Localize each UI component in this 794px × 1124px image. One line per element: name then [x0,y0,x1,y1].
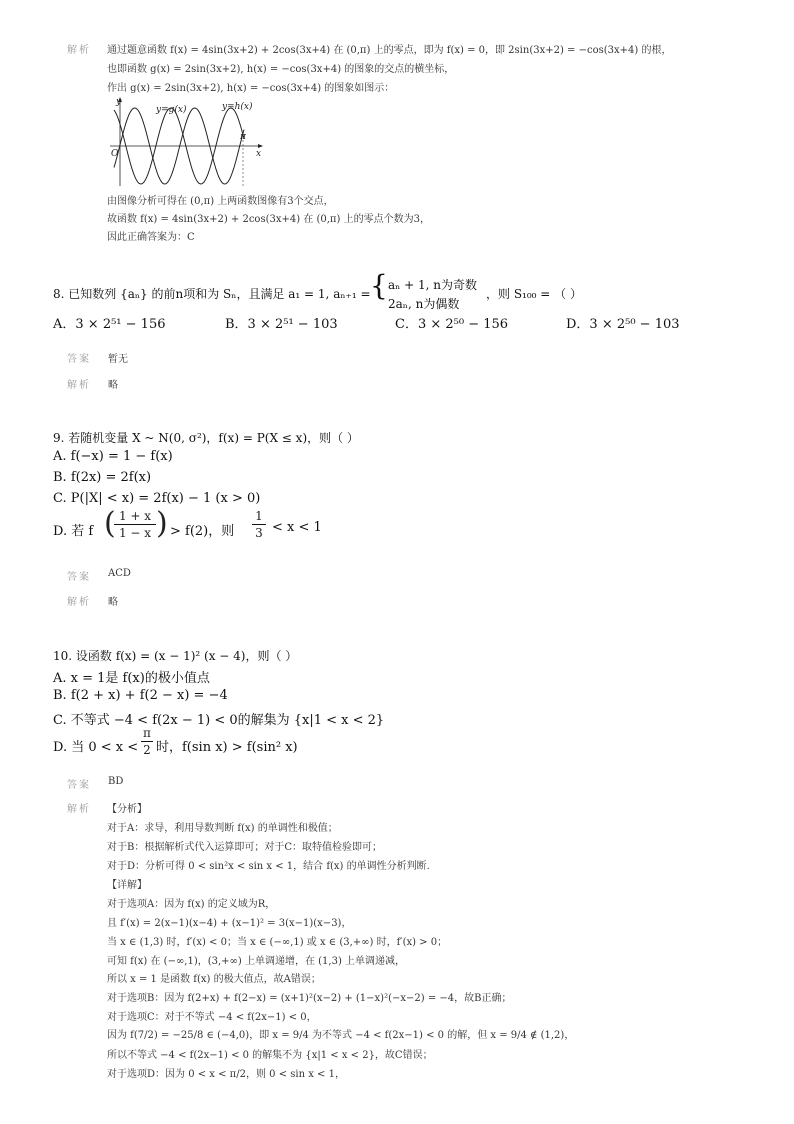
q10-option-c: C. 不等式 −4 < f(2x − 1) < 0的解集为 {x|1 < x < 2} [53,713,385,728]
pi-label: π [240,132,246,142]
analysis-label: 解析 [67,804,91,815]
fraction-numerator: π [141,726,153,742]
y-axis-label: y [116,97,122,107]
g-curve-label: y=g(x) [156,105,187,115]
q10-option-d-end: 时，f(sin x) > f(sin² x) [156,740,298,755]
origin-label: O [111,149,119,159]
analysis-line: 作出 g(x) = 2sin(3x+2), h(x) = −cos(3x+4) 的图象如图示： [107,83,395,94]
q8-stem-suffix: ，则 S₁₀₀ = （ ） [486,287,582,301]
analysis-line: 【分析】 [107,804,147,815]
fraction-numerator: 1 [252,509,266,525]
fraction-numerator: 1 + x [114,509,156,525]
analysis-line: 通过题意函数 f(x) = 4sin(3x+2) + 2cos(3x+4) 在 (0,π) 上的零点，即为 f(x) = 0，即 2sin(3x+2) = −cos(3x+4) 的根， [107,45,672,56]
q10-option-b: B. f(2 + x) + f(2 − x) = −4 [53,688,228,703]
analysis-label: 解析 [67,597,91,608]
analysis-line: 对于选项B：因为 f(2+x) + f(2−x) = (x+1)²(x−2) + (1−x)²(−x−2) = −4，故B正确； [107,993,512,1004]
q9-stem: 9. 若随机变量 X ~ N(0, σ²)，f(x) = P(X ≤ x)，则（ ） [53,431,359,445]
paren-left: ( [104,506,116,541]
answer-label: 答案 [67,572,91,583]
analysis-line: 对于选项C：对于不等式 −4 < f(2x−1) < 0， [107,1012,317,1023]
q10-answer: BD [108,776,124,787]
q9-option-d-mid: > f(2)，则 [170,524,235,539]
q9-option-c: C. P(|X| < x) = 2f(x) − 1 (x > 0) [53,491,261,506]
q8-case-1: aₙ + 1, n为奇数 [388,278,478,292]
analysis-line: 对于D：分析可得 0 < sin²x < sin x < 1，结合 f(x) 的单调性分析判断. [107,861,430,872]
q8-analysis: 略 [108,380,118,391]
analysis-line: 【详解】 [107,880,147,891]
conclusion-line: 因此正确答案为：C [107,232,195,243]
analysis-line: 因为 f(7/2) = −25/8 ∈ (−4,0)，即 x = 9/4 为不等式 −4 < f(2x−1) < 0 的解，但 x = 9/4 ∉ (1,2)， [107,1030,575,1041]
analysis-line: 且 f′(x) = 2(x−1)(x−4) + (x−1)² = 3(x−1)(x−3)， [107,918,352,929]
q8-stem-prefix: 8. 已知数列 {aₙ} 的前n项和为 Sₙ，且满足 a₁ = 1, aₙ₊₁ = [53,287,371,301]
x-axis-arrow-icon [258,144,263,148]
q9-fraction-2 [252,509,266,540]
q9-fraction [114,509,156,540]
q8-option-d: D．3 × 2⁵⁰ − 103 [566,317,680,332]
paren-right: ) [156,506,168,541]
analysis-line: 对于B：根据解析式代入运算即可；对于C：取特值检验即可； [107,842,382,853]
q8-option-b: B．3 × 2⁵¹ − 103 [225,317,338,332]
analysis-label: 解析 [67,45,91,56]
function-graph [106,96,266,188]
answer-label: 答案 [67,780,91,791]
analysis-line: 可知 f(x) 在 (−∞,1)，(3,+∞) 上单调递增，在 (1,3) 上单调递减， [107,956,406,967]
q9-analysis: 略 [108,597,118,608]
q8-option-c: C．3 × 2⁵⁰ − 156 [395,317,509,332]
analysis-line: 对于选项A：因为 f(x) 的定义域为R， [107,899,276,910]
conclusion-line: 由图像分析可得在 (0,π) 上两函数图像有3个交点， [107,196,334,207]
analysis-line: 当 x ∈ (1,3) 时，f′(x) < 0；当 x ∈ (−∞,1) 或 x ∈ (3,+∞) 时，f′(x) > 0； [107,937,448,948]
analysis-line: 对于选项D：因为 0 < x < π/2，则 0 < sin x < 1， [107,1069,345,1080]
x-axis-label: x [256,149,262,159]
q9-answer: ACD [108,568,131,579]
q10-stem: 10. 设函数 f(x) = (x − 1)² (x − 4)，则（ ） [53,649,298,663]
q10-option-a: A. x = 1是 f(x)的极小值点 [53,671,210,686]
q9-option-b: B. f(2x) = 2f(x) [53,470,152,485]
q10-fraction [141,726,153,757]
analysis-line: 所以 x = 1 是函数 f(x) 的极大值点，故A错误； [107,974,321,985]
conclusion-line: 故函数 f(x) = 4sin(3x+2) + 2cos(3x+4) 在 (0,π) 上的零点个数为3， [107,214,430,225]
q9-option-d-end: < x < 1 [272,520,322,535]
analysis-line: 对于A：求导，利用导数判断 f(x) 的单调性和极值； [107,823,338,834]
q8-case-2: 2aₙ, n为偶数 [388,297,460,311]
q10-option-d-prefix: D. 当 0 < x < [53,740,139,755]
fraction-denominator: 2 [143,743,151,757]
q9-option-a: A. f(−x) = 1 − f(x) [53,449,173,464]
q8-answer: 暂无 [108,354,128,365]
analysis-label: 解析 [67,380,91,391]
fraction-denominator: 1 − x [118,526,152,540]
analysis-line: 所以不等式 −4 < f(2x−1) < 0 的解集不为 {x|1 < x < 2}，故C错误； [107,1050,433,1061]
analysis-line: 也即函数 g(x) = 2sin(3x+2), h(x) = −cos(3x+4) 的图象的交点的横坐标， [107,64,455,75]
q8-option-a: A．3 × 2⁵¹ − 156 [53,317,166,332]
q8-brace: { [370,269,388,302]
fraction-denominator: 3 [255,526,263,540]
h-curve-label: y=h(x) [222,102,253,112]
q9-option-d-prefix: D. 若 f [53,524,94,539]
answer-label: 答案 [67,354,91,365]
